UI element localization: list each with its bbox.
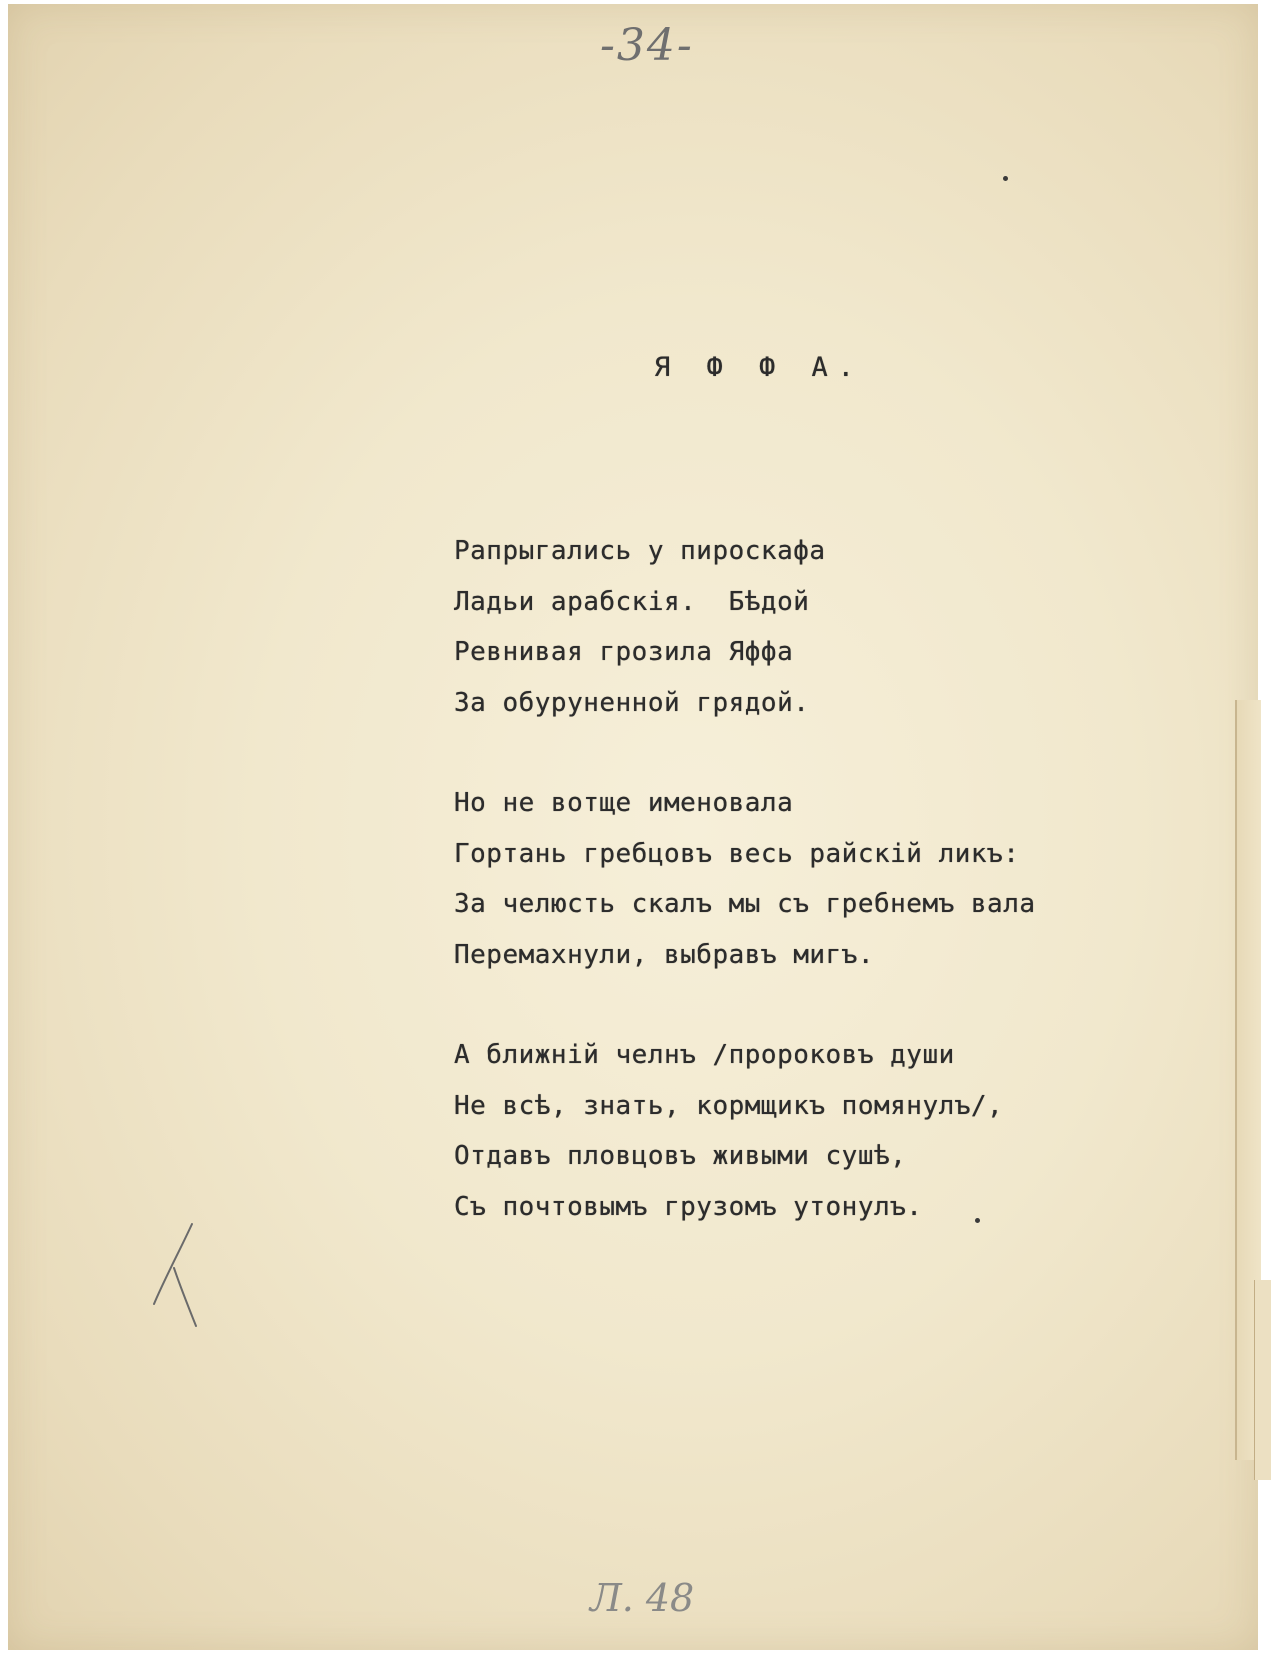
poem-line: Но не вотще именовала <box>454 788 794 818</box>
paper-edge-lower <box>1254 1280 1271 1480</box>
poem-line: Ладьи арабскія. Бѣдой <box>454 586 810 617</box>
poem-line: Ревнивая грозила Яффа <box>454 637 794 667</box>
stanza-1 <box>454 526 826 728</box>
poem-line: Рапрыгались у пироскафа <box>454 536 826 566</box>
poem-line: Съ почтовымъ грузомъ утонулъ. <box>454 1191 923 1222</box>
poem-line: Не всѣ, знать, кормщикъ помянулъ/, <box>454 1090 1004 1121</box>
poem-line: Гортань гребцовъ весь райскій ликъ: <box>454 838 1020 869</box>
ink-speck <box>975 1218 980 1223</box>
poem-line: Отдавъ пловцовъ живыми сушѣ, <box>454 1141 907 1171</box>
poem-line: За обуруненной грядой. <box>454 687 810 718</box>
stanza-2 <box>454 778 1036 980</box>
poem-line: Перемахнули, выбравъ мигъ. <box>454 939 874 970</box>
stanza-3 <box>454 1030 1003 1232</box>
poem-line: За челюсть скалъ мы съ гребнемъ вала <box>454 889 1036 919</box>
folio-number: Л. 48 <box>590 1576 695 1620</box>
poem-title: Я Ф Ф А. <box>654 352 865 383</box>
poem-line: А ближній челнъ /пророковъ души <box>454 1040 955 1070</box>
ink-speck <box>1003 176 1008 181</box>
pencil-mark <box>150 1220 210 1330</box>
page-number: -34- <box>600 20 694 71</box>
